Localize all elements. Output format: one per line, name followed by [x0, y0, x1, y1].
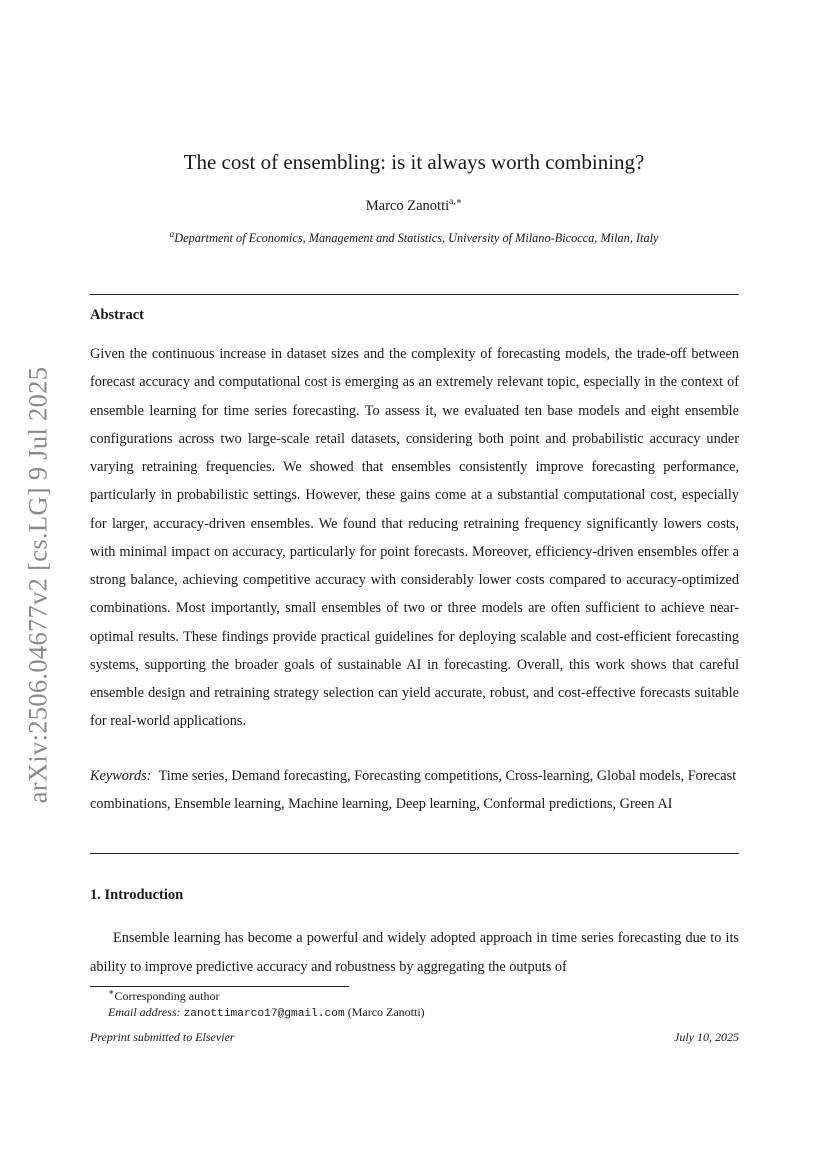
footer-preprint-note: Preprint submitted to Elsevier: [90, 1030, 235, 1044]
affiliation-superscript: a: [169, 229, 175, 240]
introduction-heading: 1. Introduction: [90, 887, 184, 903]
paper-title: The cost of ensembling: is it always worth combining?: [183, 150, 645, 174]
author-name: Marco Zanotti: [365, 198, 450, 214]
footnote-email: [108, 1005, 425, 1020]
abstract-heading: Abstract: [90, 307, 144, 323]
arxiv-identifier-text: arXiv:2506.04677v2 [cs.LG] 9 Jul 2025: [22, 366, 53, 804]
author-line: [0, 198, 828, 215]
keywords-block: [90, 762, 739, 819]
affiliation-line: [0, 231, 828, 246]
keywords-label: Keywords:: [90, 768, 152, 784]
affiliation-text: Department of Economics, Management and Statistics, University of Milano-Bicocca, Milan, Italy: [174, 231, 659, 245]
footnote-mark: ∗: [108, 988, 115, 998]
footnote-rule: [90, 986, 349, 987]
abstract-bottom-rule: [90, 853, 739, 854]
footnote-corresponding: [108, 989, 219, 1004]
email-owner: (Marco Zanotti): [347, 1005, 425, 1019]
abstract-text: Given the continuous increase in dataset sizes and the complexity of forecasting models, the trade-off between forecast accuracy and computational cost is emerging as an extremely relevant topic, especially in the context of ensemble learning for time series forecasting. To assess it, we evaluated ten base models and eight ensemble configurations across two large-scale retail datasets, considering both point and probabilistic accuracy under varying retraining frequencies. We showed that ensembles consistently improve forecasting performance, particularly in probabilistic settings. However, these gains come at a substantial computational cost, especially for larger, accuracy-driven ensembles. We found that reducing retraining frequency significantly lowers costs, with minimal impact on accuracy, particularly for point forecasts. Moreover, efficiency-driven ensembles offer a strong balance, achieving competitive accuracy with considerably lower costs compared to accuracy-optimized combinations. Most importantly, small ensembles of two or three models are often sufficient to achieve near-optimal results. These findings provide practical guidelines for deploying scalable and cost-efficient forecasting systems, supporting the broader goals of sustainable AI in forecasting. Overall, this work shows that careful ensemble design and retraining strategy selection can yield accurate, robust, and cost-effective forecasts suitable for real-world applications.: [90, 346, 739, 730]
keywords-text: Time series, Demand forecasting, Forecasting competitions, Cross-learning, Global models, Forecast combinations, Ensemble learning, Machine learning, Deep learning, Conformal predictions, Green AI: [90, 768, 737, 813]
footnote-corresponding-text: Corresponding author: [114, 989, 220, 1003]
footer-date: July 10, 2025: [674, 1030, 739, 1044]
introduction-text: Ensemble learning has become a powerful and widely adopted approach in time series forecasting due to its ability to improve predictive accuracy and robustness by aggregating the outputs of: [90, 930, 739, 975]
email-label: Email address:: [108, 1005, 181, 1019]
author-superscript: a,∗: [449, 197, 463, 208]
abstract-top-rule: [90, 294, 739, 295]
email-address: zanottimarco17@gmail.com: [183, 1008, 345, 1020]
